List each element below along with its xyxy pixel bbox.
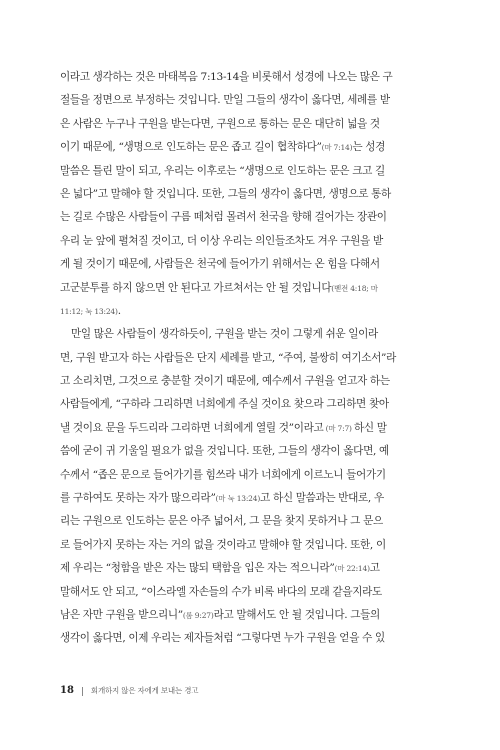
text-line	[60, 160, 436, 183]
text-segment: 우리 눈 앞에 펼쳐질 것이고, 더 이상 우리는 의인들조차도 겨우 구원을 받	[60, 234, 383, 247]
text-segment: .	[117, 304, 121, 317]
text-segment: 는 성경	[352, 141, 385, 154]
text-line	[60, 89, 436, 112]
text-segment: 면, 구원 받고자 하는 사람들은 단지 세례를 받고, “주여, 불쌍히 여기소서”라	[60, 351, 396, 364]
footer-divider	[82, 687, 83, 696]
text-line	[60, 627, 436, 650]
text-line	[60, 557, 436, 580]
text-segment: 라고 말해서도 안 될 것입니다. 그들의	[213, 608, 380, 621]
text-segment: 수께서 “좁은 문으로 들어가기를 힘쓰라 내가 너희에게 이르노니 들어가기	[60, 468, 386, 481]
running-title: 회개하지 않은 자에게 보내는 경고	[90, 686, 199, 695]
text-line	[60, 230, 436, 253]
text-segment: 고	[369, 562, 380, 575]
text-line	[60, 370, 436, 393]
scripture-reference: (마 7:14)	[321, 143, 353, 153]
text-segment: 이라고 생각하는 것은 마태복음 7:13-14을 비롯해서 성경에 나오는 많은 구	[60, 71, 393, 83]
text-segment: 는 길로 수많은 사람들이 구름 떼처럼 몰려서 천국을 향해 걸어가는 장관이	[60, 211, 387, 224]
text-line	[60, 277, 436, 300]
text-segment: 로 들어가지 못하는 자는 거의 없을 것이라고 말해야 할 것입니다. 또한, 이	[60, 538, 386, 551]
text-segment: 제 우리는 “청함을 받은 자는 많되 택함을 입은 자는 적으니라”	[60, 562, 335, 575]
text-line	[60, 487, 436, 510]
text-segment: 고 하신 말씀과는 반대로, 우	[260, 492, 384, 505]
text-segment: 하신 말	[353, 421, 387, 434]
scripture-reference: (벧전 4:18; 마	[331, 283, 378, 293]
text-line	[60, 206, 436, 229]
text-line	[60, 393, 436, 416]
scripture-reference: (마 7:7)	[323, 423, 354, 433]
text-segment: 고 소리치면, 그것으로 충분할 것이기 때문에, 예수께서 구원을 얻고자 하는	[60, 375, 390, 388]
text-line	[60, 323, 436, 346]
text-segment: 낼 것이요 문을 두드리라 그리하면 너희에게 열릴 것”이라고	[60, 421, 324, 434]
text-line	[60, 604, 436, 627]
text-line	[60, 510, 436, 533]
text-line	[60, 183, 436, 206]
text-segment: 게 될 것이기 때문에, 사람들은 천국에 들어가기 위해서는 온 힘을 다해서	[60, 258, 380, 271]
text-segment: 생각이 옳다면, 이제 우리는 제자들처럼 “그렇다면 누가 구원을 얻을 수 있	[60, 632, 385, 645]
text-line	[60, 417, 436, 440]
text-line	[60, 464, 436, 487]
text-line	[60, 581, 436, 604]
page-number: 18	[60, 685, 74, 696]
text-segment: 리는 구원으로 인도하는 문은 아주 넓어서, 그 문을 찾지 못하거나 그 문으	[60, 515, 383, 528]
text-line	[60, 136, 436, 159]
text-segment: 남은 자만 구원을 받으리니”	[60, 608, 183, 621]
text-segment: 를 구하여도 못하는 자가 많으리라”	[60, 492, 216, 505]
text-segment: 은 사람은 누구나 구원을 받는다면, 구원으로 통하는 문은 대단히 넓을 것	[60, 117, 380, 130]
text-segment: 씀에 굳이 귀 기울일 필요가 없을 것입니다. 또한, 그들의 생각이 옳다면, 예	[60, 445, 389, 458]
text-segment: 사람들에게, “구하라 그리하면 너희에게 주실 것이요 찾으라 그리하면 찾아	[60, 398, 389, 411]
text-segment: 절들을 정면으로 부정하는 것입니다. 만일 그들의 생각이 옳다면, 세례를 받	[60, 94, 390, 107]
text-segment: 고군분투를 하지 않으면 안 된다고 가르쳐서는 안 될 것입니다	[60, 281, 332, 294]
scripture-reference: (롬 9:27)	[182, 610, 214, 620]
text-line	[60, 113, 436, 136]
text-segment: 이기 때문에, “생명으로 인도하는 문은 좁고 길이 협착하다”	[60, 141, 322, 154]
text-line	[60, 300, 436, 323]
text-segment: 만일 많은 사람들이 생각하듯이, 구원을 받는 것이 그렇게 쉬운 일이라	[71, 328, 378, 341]
scripture-reference: 11:12; 눅 13:24)	[60, 306, 118, 316]
page-footer	[60, 683, 198, 699]
text-line	[60, 253, 436, 276]
text-line	[60, 66, 436, 89]
text-segment: 말씀은 틀린 말이 되고, 우리는 이후로는 “생명으로 인도하는 문은 크고 길	[60, 164, 385, 177]
body-text	[60, 66, 436, 651]
scripture-reference: (마 눅 13:24)	[215, 494, 261, 504]
text-segment: 말해서도 안 되고, “이스라엘 자손들의 수가 비록 바다의 모래 같을지라도	[60, 585, 382, 598]
text-segment: 은 넓다”고 말해야 할 것입니다. 또한, 그들의 생각이 옳다면, 생명으로 통하	[60, 187, 391, 200]
scripture-reference: (마 22:14)	[334, 564, 370, 574]
text-line	[60, 347, 436, 370]
text-line	[60, 534, 436, 557]
text-line	[60, 440, 436, 463]
